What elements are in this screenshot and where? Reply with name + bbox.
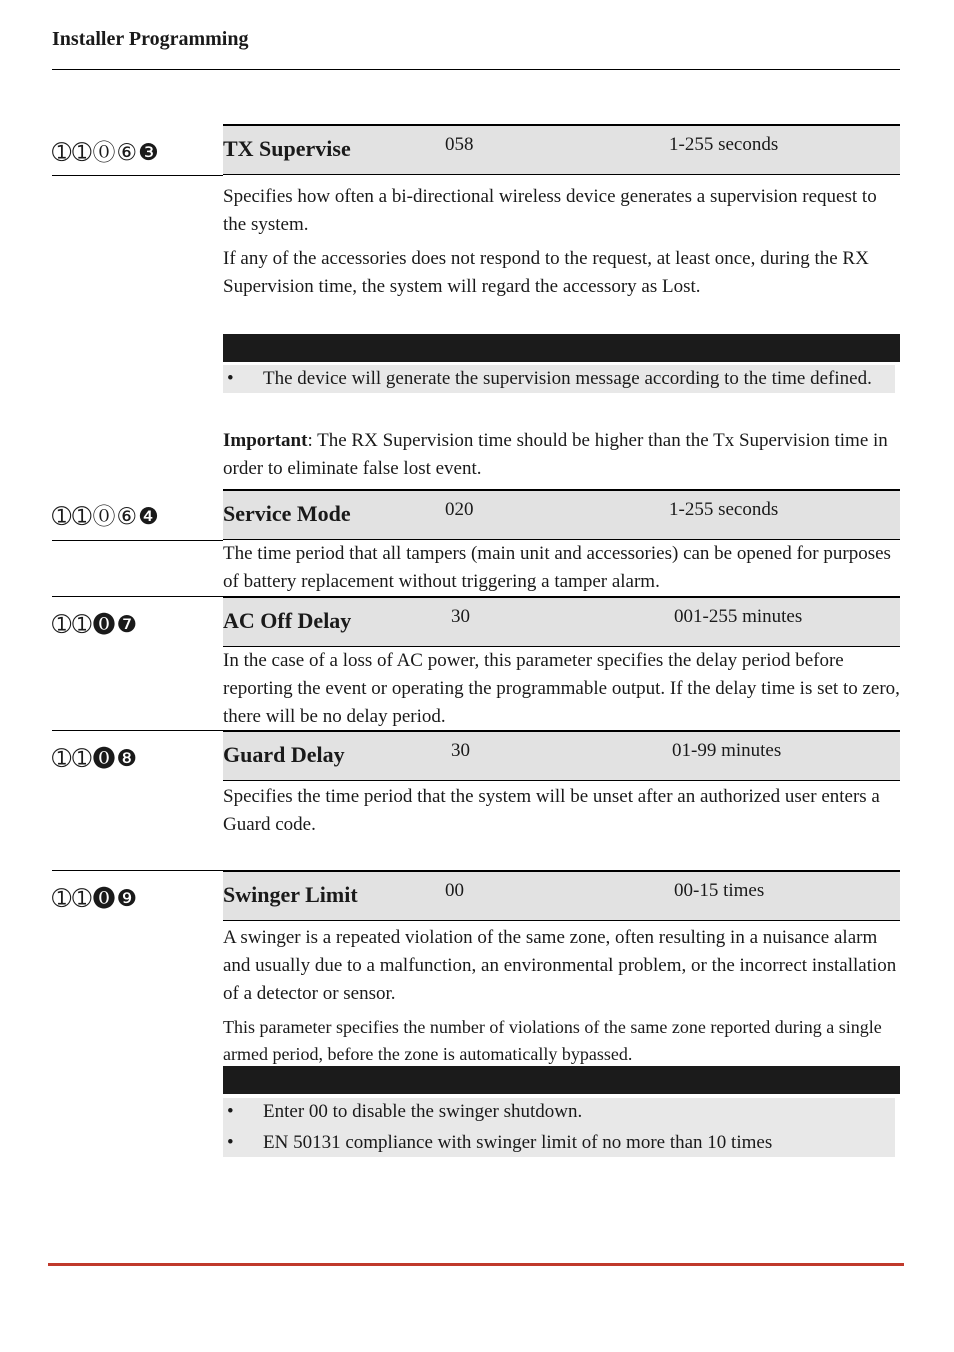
param-description <box>223 647 903 737</box>
important-text: : The RX Supervision time should be higher than the Tx Supervision time in order to eliminate false lost event. <box>223 430 888 479</box>
description-paragraph: A swinger is a repeated violation of the same zone, often resulting in a nuisance alarm and usually due to a malfunction, an environmental problem, or the incorrect installation of a detector or sensor. <box>223 927 897 1004</box>
note-header-bar <box>223 334 900 362</box>
header-divider <box>52 69 900 70</box>
note-item: • Enter 00 to disable the swinger shutdown. <box>223 1098 895 1126</box>
param-title: AC Off Delay <box>223 608 352 633</box>
code-divider <box>52 540 223 541</box>
param-range: 01-99 minutes <box>672 740 782 761</box>
param-code: ➀➀⓪⑥❸ <box>52 140 160 166</box>
param-header-bar <box>223 870 900 921</box>
note-box <box>223 365 895 393</box>
param-description <box>223 183 903 307</box>
param-title: Guard Delay <box>223 742 345 767</box>
param-range: 001-255 minutes <box>674 606 803 627</box>
param-title: Swinger Limit <box>223 882 358 907</box>
note-item: • The device will generate the supervision message according to the time defined. <box>223 365 895 393</box>
param-title: Service Mode <box>223 501 351 526</box>
important-label: Important <box>223 430 308 451</box>
important-note <box>223 427 903 489</box>
code-divider <box>52 175 223 176</box>
header-title: Installer Programming <box>52 28 249 50</box>
description-paragraph: Specifies how often a bi-directional wireless device generates a supervision request to the system. <box>223 186 877 235</box>
param-title: TX Supervise <box>223 136 351 161</box>
description-paragraph: This parameter specifies the number of violations of the same zone reported during a single armed period, before the zone is automatically bypassed. <box>223 1017 882 1064</box>
param-default: 058 <box>445 134 474 155</box>
note-box <box>223 1098 895 1157</box>
param-code: ➀➀⓪⑥❹ <box>52 504 160 530</box>
param-default: 30 <box>451 740 470 761</box>
footer-divider <box>48 1263 904 1266</box>
param-default: 00 <box>445 880 464 901</box>
description-paragraph: In the case of a loss of AC power, this parameter specifies the delay period before reporting the event or operating the programmable output. If the delay time is set to zero, there will be no delay period. <box>223 650 900 727</box>
param-range: 1-255 seconds <box>669 499 779 520</box>
param-description <box>223 924 903 1074</box>
description-paragraph: Specifies the time period that the system will be unset after an authorized user enters a Guard code. <box>223 786 880 835</box>
param-header-bar <box>223 489 900 540</box>
param-default: 30 <box>451 606 470 627</box>
description-paragraph: The time period that all tampers (main unit and accessories) can be opened for purposes of battery replacement without triggering a tamper alarm. <box>223 543 891 592</box>
param-range: 1-255 seconds <box>669 134 779 155</box>
param-header-bar <box>223 596 900 647</box>
param-code: ➀➀⓿❾ <box>52 886 139 912</box>
param-code: ➀➀⓿❽ <box>52 746 139 772</box>
param-description <box>223 540 903 602</box>
note-header-bar <box>223 1066 900 1094</box>
description-paragraph: If any of the accessories does not respond to the request, at least once, during the RX Supervision time, the system will regard the accessory as Lost. <box>223 248 869 297</box>
note-item: • EN 50131 compliance with swinger limit of no more than 10 times <box>223 1129 895 1157</box>
param-header-bar <box>223 124 900 175</box>
param-header-bar <box>223 730 900 781</box>
param-default: 020 <box>445 499 474 520</box>
param-range: 00-15 times <box>674 880 765 901</box>
param-code: ➀➀⓿❼ <box>52 612 139 638</box>
param-description <box>223 783 903 845</box>
